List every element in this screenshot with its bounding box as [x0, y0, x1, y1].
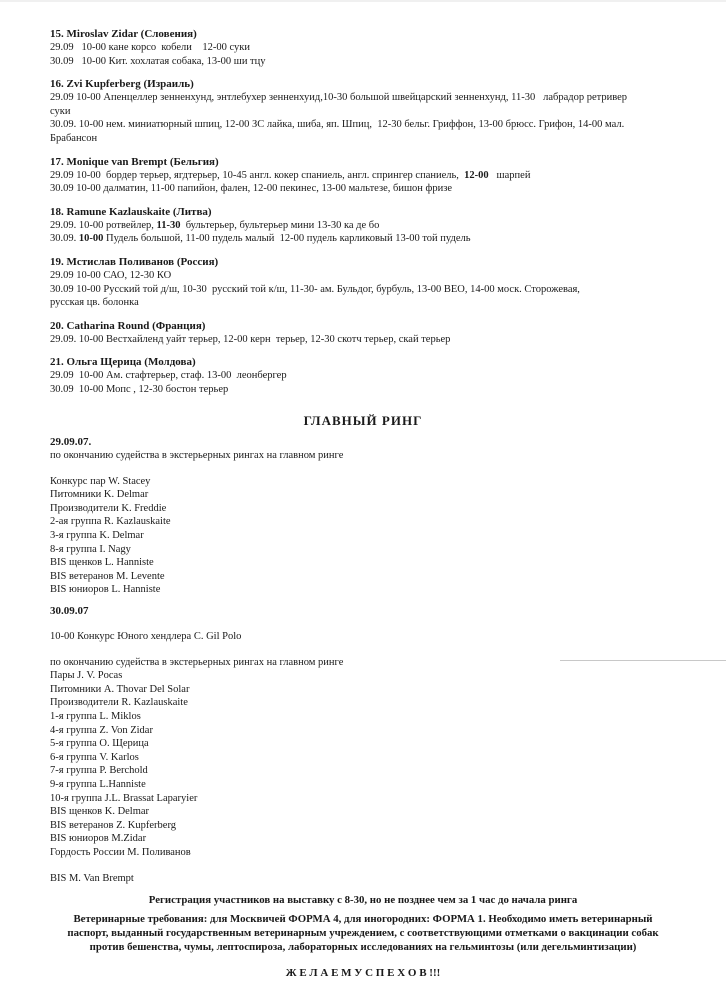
judges-schedule [50, 27, 720, 406]
schedule-line [50, 383, 720, 397]
award-item: BIS ветеранов Z. Kupferberg [50, 819, 176, 831]
award-item: 7-я группа P. Berchold [50, 765, 148, 777]
judge-block [50, 27, 720, 68]
schedule-text: 30.09 10-00 Кит. хохлатая собака, 13-00 ши тцу [50, 55, 266, 67]
day1-note: по окончанию судейства в экстерьерных рингах на главном ринге [50, 450, 344, 461]
schedule-text: 10-00 [78, 233, 104, 245]
day1-list [50, 475, 700, 597]
schedule-line [50, 41, 720, 55]
award-item: BIS ветеранов M. Levente [50, 570, 165, 582]
schedule-text: русская цв. болонка [50, 297, 139, 309]
schedule-text: 30.09. [50, 233, 79, 245]
award-item: Пары J. V. Pocas [50, 670, 123, 682]
schedule-text: 11-30 [156, 219, 181, 231]
judge-name: 17. Monique van Brempt (Бельгия) [50, 155, 219, 168]
award-item: 3-я группа K. Delmar [50, 529, 144, 541]
schedule-line [50, 219, 720, 233]
schedule-text: 29.09 10-00 кане корсо кобели 12-00 суки [50, 42, 251, 53]
main-ring-day2 [50, 604, 700, 885]
judge-name: 16. Zvi Kupferberg (Израиль) [50, 78, 194, 91]
vet-requirements [30, 912, 696, 954]
schedule-text: шарпей [488, 169, 531, 181]
schedule-text: 30.09 10-00 далматин, 11-00 папийон, фален, 12-00 пекинес, 13-00 мальтезе, бишон фризе [50, 183, 453, 195]
schedule-text: бультерьер, бультерьер мини 13-30 ка де бо [180, 219, 380, 231]
award-item: Гордость России М. Поливанов [50, 846, 191, 858]
schedule-text: 29.09. 10-00 ротвейлер, [50, 219, 157, 231]
schedule-line [50, 91, 720, 105]
schedule-text: 29.09. 10-00 Вестхайленд уайт терьер, 12-00 керн терьер, 12-30 скотч терьер, скай терьер [50, 333, 451, 345]
schedule-text: 30.09 10-00 Мопс , 12-30 бостон терьер [50, 383, 229, 395]
scan-edge [0, 0, 726, 2]
judge-block [50, 77, 720, 145]
judge-name: 15. Miroslav Zidar (Словения) [50, 28, 197, 40]
judge-block [50, 319, 720, 347]
day2-first-event: 10-00 Конкурс Юного хендлера C. Gil Polo [50, 631, 242, 642]
award-item: 2-ая группа R. Kazlauskaite [50, 516, 171, 528]
day2-note: по окончанию судейства в экстерьерных рингах на главном ринге [50, 656, 344, 668]
judge-name: 21. Ольга Щерица (Молдова) [50, 356, 196, 369]
award-item: Питомники K. Delmar [50, 489, 149, 501]
schedule-text: 30.09 10-00 Русский той д/ш, 10-30 русский той к/ш, 11-30- ам. Бульдог, бурбуль, 13-00 ВЕО, 14-00 моск. Сторожевая, [50, 283, 580, 295]
award-item: Производители R. Kazlauskaite [50, 697, 188, 709]
award-item: Производители K. Freddie [50, 502, 167, 514]
schedule-text: 12-00 [464, 169, 489, 181]
schedule-text: 29.09 10-00 САО, 12-30 КО [50, 269, 172, 281]
schedule-line [50, 118, 720, 132]
day2-bis: BIS M. Van Brempt [50, 872, 134, 884]
vet-line: паспорт, выданный государственным ветеринарным учреждением, с соответствующими отметками о вакцинации собак [67, 927, 659, 939]
award-item: Питомники A. Thovar Del Solar [50, 683, 190, 695]
award-item: BIS щенков K. Delmar [50, 806, 150, 818]
schedule-line [50, 369, 720, 383]
schedule-line [50, 283, 720, 297]
schedule-text: 30.09. 10-00 нем. миниатюрный шпиц, 12-00 ЗС лайка, шиба, яп. Шпиц, 12-30 бельг. Гриффон, 13-00 брюсс. Грифон, 14-00 мал. [50, 119, 625, 131]
judge-block [50, 355, 720, 396]
award-item: 9-я группа L.Hanniste [50, 778, 146, 790]
vet-line: против бешенства, чумы, лептоспироза, лабораторных исследованиях на гельминтозы (или дегельминтизации) [89, 941, 637, 953]
schedule-line [50, 132, 720, 146]
award-item: BIS щенков L. Hanniste [50, 557, 154, 569]
schedule-text: 29.09 10-00 бордер терьер, ягдтерьер, 10-45 англ. кокер спаниель, англ. спрингер спаниель, [50, 169, 465, 181]
schedule-text: Брабансон [50, 132, 98, 144]
registration-note: Регистрация участников на выставку с 8-30, но не позднее чем за 1 час до начала ринга [148, 894, 578, 906]
schedule-text: 29.09 10-00 Апенцеллер зенненхунд, энтлебухер зенненхуид,10-30 большой швейцарский зенненхунд, 11-30 лабрадор ретривер [50, 92, 628, 104]
award-item: 1-я группа L. Miklos [50, 710, 141, 722]
schedule-text: Пудель большой, 11-00 пудель малый 12-00 пудель карликовый 13-00 той пудель [103, 233, 471, 245]
schedule-line [50, 296, 720, 310]
schedule-line [50, 182, 720, 196]
vet-line: Ветеринарные требования: для Москвичей ФОРМА 4, для иногородних: ФОРМА 1. Необходимо иметь ветеринарный [73, 913, 653, 925]
schedule-line [50, 333, 720, 347]
wish-line: Ж Е Л А Е М У С П Е Х О В !!! [285, 967, 441, 979]
judge-name: 20. Catharina Round (Франция) [50, 319, 206, 332]
day2-date: 30.09.07 [50, 605, 89, 617]
award-item: BIS юниоров M.Zidar [50, 833, 147, 845]
judge-name: 18. Ramune Kazlauskaite (Литва) [50, 205, 212, 218]
judge-block [50, 205, 720, 246]
schedule-text: 29.09 10-00 Ам. стафтерьер, стаф. 13-00 леонбергер [50, 370, 287, 382]
award-item: Конкурс пар W. Stacey [50, 475, 151, 487]
judge-name: 19. Мстислав Поливанов (Россия) [50, 255, 219, 268]
award-item: 5-я группа О. Щерица [50, 738, 149, 750]
schedule-line [50, 169, 720, 183]
award-item: BIS юниоров L. Hanniste [50, 584, 161, 596]
award-item: 10-я группа J.L. Brassat Laparyier [50, 792, 198, 804]
award-item: 8-я группа I. Nagy [50, 543, 131, 555]
main-ring-title: ГЛАВНЫЙ РИНГ [303, 413, 423, 428]
award-item: 4-я группа Z. Von Zidar [50, 724, 153, 736]
scan-mark [560, 660, 726, 661]
main-ring-day1 [50, 435, 700, 597]
schedule-text: суки [50, 105, 71, 117]
judge-block [50, 255, 720, 310]
day2-list [50, 669, 700, 859]
judge-block [50, 155, 720, 196]
schedule-line [50, 55, 720, 69]
schedule-line [50, 105, 720, 119]
schedule-line [50, 269, 720, 283]
award-item: 6-я группа V. Karlos [50, 751, 139, 763]
schedule-line [50, 232, 720, 246]
day1-date: 29.09.07. [50, 436, 92, 448]
